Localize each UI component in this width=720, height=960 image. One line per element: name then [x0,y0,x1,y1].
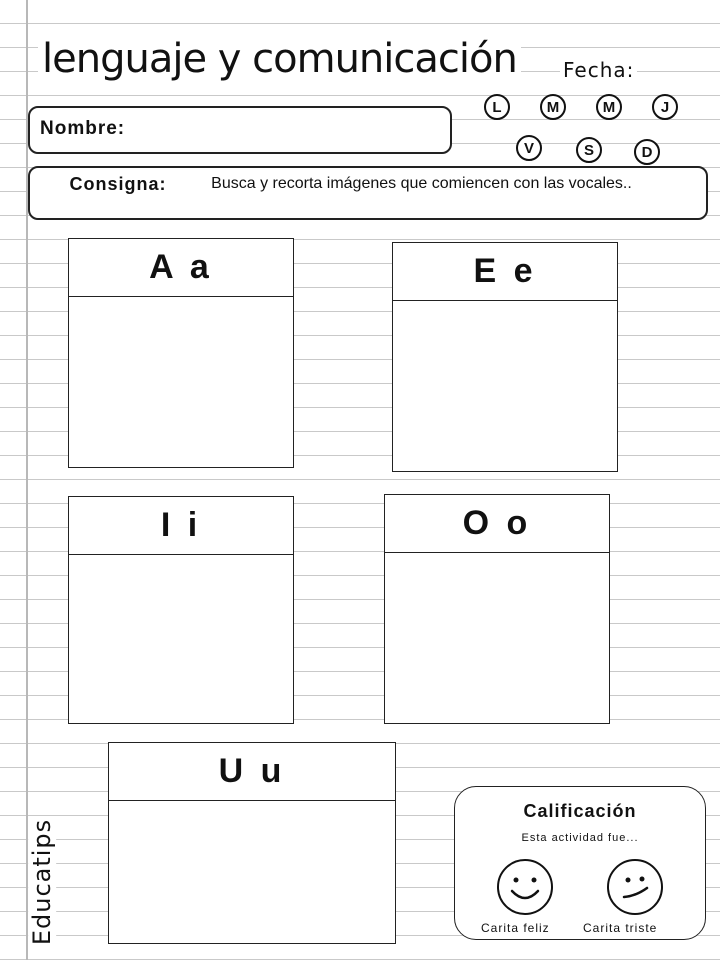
vowel-header-e: E e [393,243,617,301]
page-title: lenguaje y comunicación [38,36,521,82]
sad-face-icon[interactable] [605,857,665,917]
sad-face-label: Carita triste [583,921,658,935]
brand-watermark: Educatips [28,816,56,948]
nombre-label: Nombre: [40,118,126,139]
vowel-box-i[interactable] [68,496,294,724]
happy-face-icon[interactable] [495,857,555,917]
fecha-label: Fecha: [560,58,637,82]
vowel-box-o[interactable] [384,494,610,724]
day-circle-domingo[interactable]: D [634,139,660,165]
vowel-header-u: U u [109,743,395,801]
happy-face-label: Carita feliz [481,921,550,935]
consigna-box [28,166,708,220]
vowel-header-o: O o [385,495,609,553]
day-circle-martes[interactable]: M [540,94,566,120]
vowel-header-i: I i [69,497,293,555]
calificacion-title: Calificación [523,801,637,821]
vowel-box-e[interactable] [392,242,618,472]
day-circle-jueves[interactable]: J [652,94,678,120]
vowel-box-u[interactable] [108,742,396,944]
vowel-box-a[interactable] [68,238,294,468]
consigna-text: Busca y recorta imágenes que comiencen con las vocales.. [211,175,632,192]
vowel-header-a: A a [69,239,293,297]
calificacion-box [454,786,706,940]
day-circle-miercoles[interactable]: M [596,94,622,120]
consigna-label: Consigna: [69,174,167,194]
day-circle-viernes[interactable]: V [516,135,542,161]
nombre-field[interactable] [28,106,452,154]
calificacion-subtitle: Esta actividad fue... [521,832,639,844]
day-circle-lunes[interactable]: L [484,94,510,120]
day-circle-sabado[interactable]: S [576,137,602,163]
